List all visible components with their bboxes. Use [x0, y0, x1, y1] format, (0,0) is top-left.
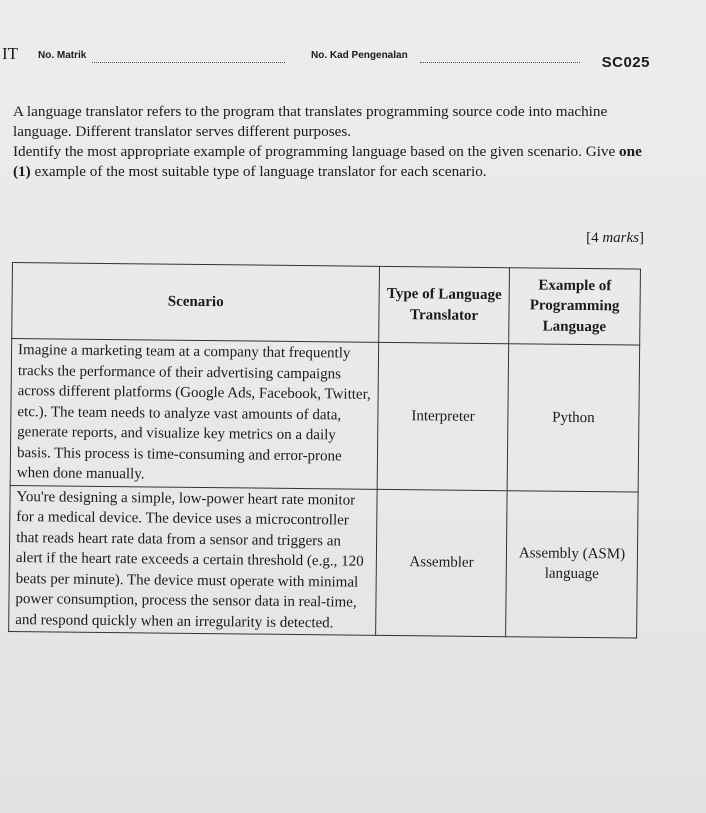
marks-open: [4	[586, 230, 603, 246]
matric-number-line	[92, 62, 285, 63]
language-cell: Assembly (ASM) language	[506, 490, 638, 638]
table-header-row	[12, 263, 641, 346]
question-paragraph-instruction	[13, 142, 643, 182]
course-code: SC025	[601, 54, 650, 71]
language-cell: Python	[507, 344, 639, 492]
question-paragraph-intro: A language translator refers to the program that translates programming source code into machine language. Different translator serves different purposes.	[13, 103, 608, 140]
page-header	[0, 44, 706, 74]
marks-allocation	[586, 230, 644, 247]
table-row	[9, 485, 638, 638]
ic-number-line	[420, 62, 580, 63]
marks-word: marks	[602, 230, 639, 246]
scenario-cell: You're designing a simple, low-power heart rate monitor for a medical device. The device uses a microcontroller that reads heart rate data from a sensor and triggers an alert if the heart rate exceeds a certain threshold (e.g., 120 beats per minute). The device must operate with minimal power consumption, process the sensor data in real-time, and respond quickly when an irregularity is detected.	[9, 485, 378, 635]
question-text	[13, 102, 643, 182]
translator-cell: Interpreter	[377, 342, 508, 490]
instruction-text-end: example of the most suitable type of language translator for each scenario.	[30, 163, 487, 180]
scenario-cell: Imagine a marketing team at a company that frequently tracks the performance of their advertising campaigns across different platforms (Google Ads, Facebook, Twitter, etc.). The team needs to analyze vast amounts of data, generate reports, and visualize key metrics on a daily basis. This process is time-consuming and error-prone when done manually.	[10, 339, 379, 489]
marks-close: ]	[639, 230, 644, 246]
ic-number-label: No. Kad Pengenalan	[311, 50, 408, 61]
header-corner-mark: IT	[2, 44, 19, 63]
header-scenario: Scenario	[12, 263, 380, 343]
header-programming-language: Example of Programming Language	[509, 268, 641, 345]
matric-number-label: No. Matrik	[38, 50, 87, 61]
table-row	[10, 339, 639, 492]
instruction-emphasis: one (1)	[13, 143, 642, 180]
instruction-text-start: Identify the most appropriate example of programming language based on the given scenario. Give	[13, 143, 620, 160]
translator-cell: Assembler	[376, 489, 507, 637]
answer-table	[8, 262, 641, 639]
header-translator-type: Type of Language Translator	[379, 266, 510, 343]
